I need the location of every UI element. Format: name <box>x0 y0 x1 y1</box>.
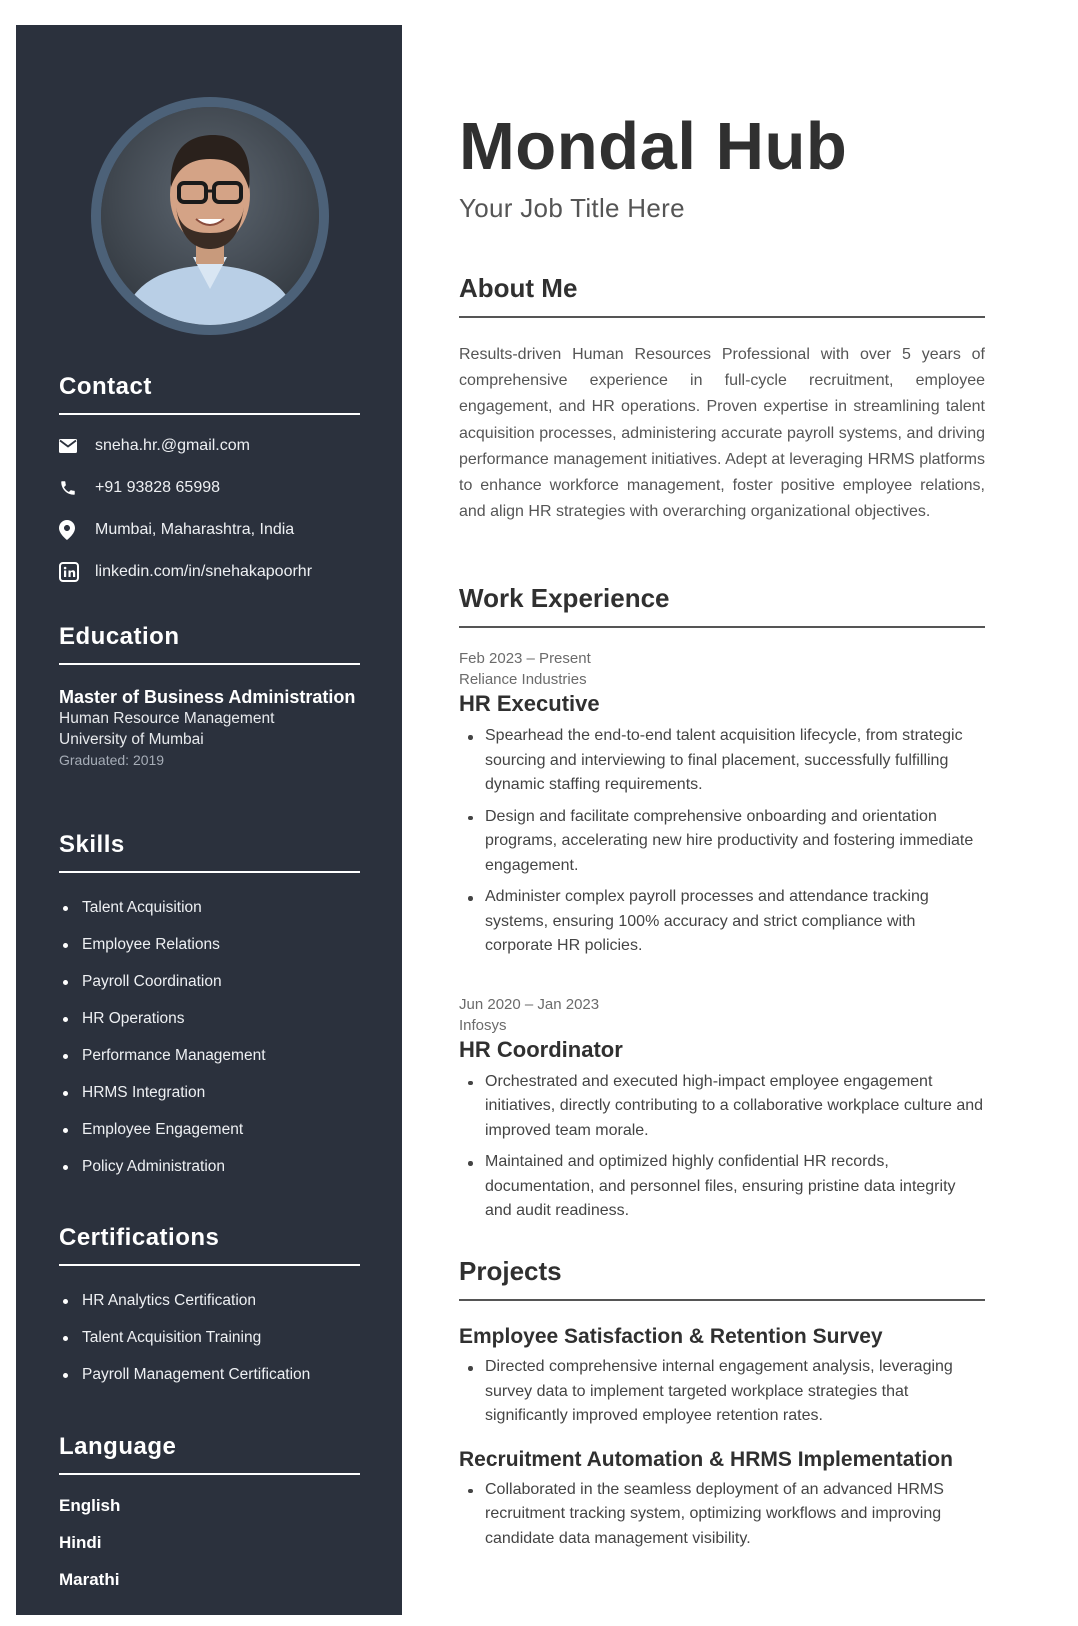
person-avatar-icon <box>101 107 319 325</box>
job-entry <box>459 648 985 959</box>
project-bullets <box>459 1355 985 1429</box>
language-item: Hindi <box>59 1533 102 1552</box>
list-item: HR Analytics Certification <box>59 1282 360 1319</box>
contact-email[interactable] <box>59 425 360 467</box>
envelope-icon <box>59 439 95 453</box>
contact-location-text: Mumbai, Maharashtra, India <box>95 521 295 538</box>
list-item: Orchestrated and executed high-impact employee engagement initiatives, directly contributing to a collaborative workplace culture and improved team morale. <box>459 1070 985 1144</box>
list-item: HRMS Integration <box>59 1074 360 1111</box>
certifications-heading: Certifications <box>59 1224 360 1266</box>
job-bullets <box>459 724 985 959</box>
list-item: Administer complex payroll processes and attendance tracking systems, ensuring 100% accuracy and strict compliance with corporate HR policies. <box>459 885 985 959</box>
list-item: HR Operations <box>59 1000 360 1037</box>
list-item: Employee Engagement <box>59 1111 360 1148</box>
language-item: Marathi <box>59 1570 120 1589</box>
language-item: English <box>59 1496 121 1515</box>
skills-heading: Skills <box>59 831 360 873</box>
education-heading: Education <box>59 623 360 665</box>
job-bullets <box>459 1070 985 1224</box>
contact-linkedin[interactable] <box>59 551 360 593</box>
list-item: Spearhead the end-to-end talent acquisition lifecycle, from strategic sourcing and interviewing to final placement, successfully fulfilling dynamic staffing requirements. <box>459 724 985 798</box>
linkedin-icon <box>59 562 95 582</box>
list-item: Performance Management <box>59 1037 360 1074</box>
list-item: Payroll Coordination <box>59 963 360 1000</box>
job-date: Jun 2020 – Jan 2023 <box>459 995 600 1013</box>
job-company: Infosys <box>459 1016 507 1034</box>
candidate-name: Mondal Hub <box>459 109 848 184</box>
language-section <box>59 1433 360 1598</box>
list-item: Design and facilitate comprehensive onboarding and orientation programs, accelerating new hire productivity and fostering immediate engagement. <box>459 805 985 879</box>
job-entry <box>459 994 985 1224</box>
profile-photo <box>101 107 319 325</box>
certifications-section <box>59 1224 360 1393</box>
education-section <box>59 623 360 770</box>
list-item: Maintained and optimized highly confidential HR records, documentation, and personnel files, ensuring pristine data integrity and audit readiness. <box>459 1150 985 1224</box>
skills-list <box>59 889 360 1185</box>
profile-photo-ring <box>91 97 329 335</box>
contact-phone[interactable] <box>59 467 360 509</box>
about-text: Results-driven Human Resources Professional with over 5 years of comprehensive experience in full-cycle recruitment, employee engagement, and HR operations. Proven expertise in streamlining talent acquisition processes, administering accurate payroll systems, and driving performance management initiatives. Adept at leveraging HRMS platforms to enhance workforce management, foster positive employee relations, and align HR strategies with overarching organizational objectives. <box>459 346 985 521</box>
education-degree: Master of Business Administration <box>59 687 356 707</box>
list-item: Policy Administration <box>59 1148 360 1185</box>
job-company: Reliance Industries <box>459 671 587 688</box>
sidebar <box>16 25 402 1615</box>
certifications-list <box>59 1282 360 1393</box>
map-pin-icon <box>59 520 95 540</box>
project-entry <box>459 1446 985 1552</box>
project-entry <box>459 1323 985 1429</box>
experience-heading: Work Experience <box>459 583 985 628</box>
list-item: Employee Relations <box>59 926 360 963</box>
project-title: Employee Satisfaction & Retention Survey <box>459 1325 883 1348</box>
education-graduated: Graduated: 2019 <box>59 752 165 768</box>
education-school: University of Mumbai <box>59 731 204 748</box>
contact-location <box>59 509 360 551</box>
list-item: Payroll Management Certification <box>59 1356 360 1393</box>
about-section <box>459 273 985 525</box>
contact-linkedin-text: linkedin.com/in/snehakapoorhr <box>95 563 313 580</box>
job-title: Your Job Title Here <box>459 193 685 223</box>
list-item: Directed comprehensive internal engagement analysis, leveraging survey data to implement targeted workplace strategies that significantly improved employee retention rates. <box>459 1355 985 1429</box>
job-role: HR Coordinator <box>459 1036 623 1062</box>
list-item: Collaborated in the seamless deployment of an advanced HRMS recruitment tracking system, optimizing workflows and improving candidate data management visibility. <box>459 1478 985 1552</box>
language-heading: Language <box>59 1433 360 1475</box>
contact-phone-text: +91 93828 65998 <box>95 479 221 496</box>
job-role: HR Executive <box>459 691 600 716</box>
experience-section <box>459 583 985 1231</box>
education-field: Human Resource Management <box>59 710 275 727</box>
contact-section <box>59 373 360 593</box>
projects-heading: Projects <box>459 1256 985 1301</box>
list-item: Talent Acquisition <box>59 889 360 926</box>
project-title: Recruitment Automation & HRMS Implementation <box>459 1447 953 1471</box>
project-bullets <box>459 1478 985 1552</box>
list-item: Talent Acquisition Training <box>59 1319 360 1356</box>
projects-section <box>459 1256 985 1558</box>
skills-section <box>59 831 360 1185</box>
contact-heading: Contact <box>59 373 360 415</box>
phone-icon <box>59 479 95 497</box>
contact-email-text: sneha.hr.@gmail.com <box>95 437 250 454</box>
about-heading: About Me <box>459 273 985 318</box>
job-date: Feb 2023 – Present <box>459 650 591 667</box>
